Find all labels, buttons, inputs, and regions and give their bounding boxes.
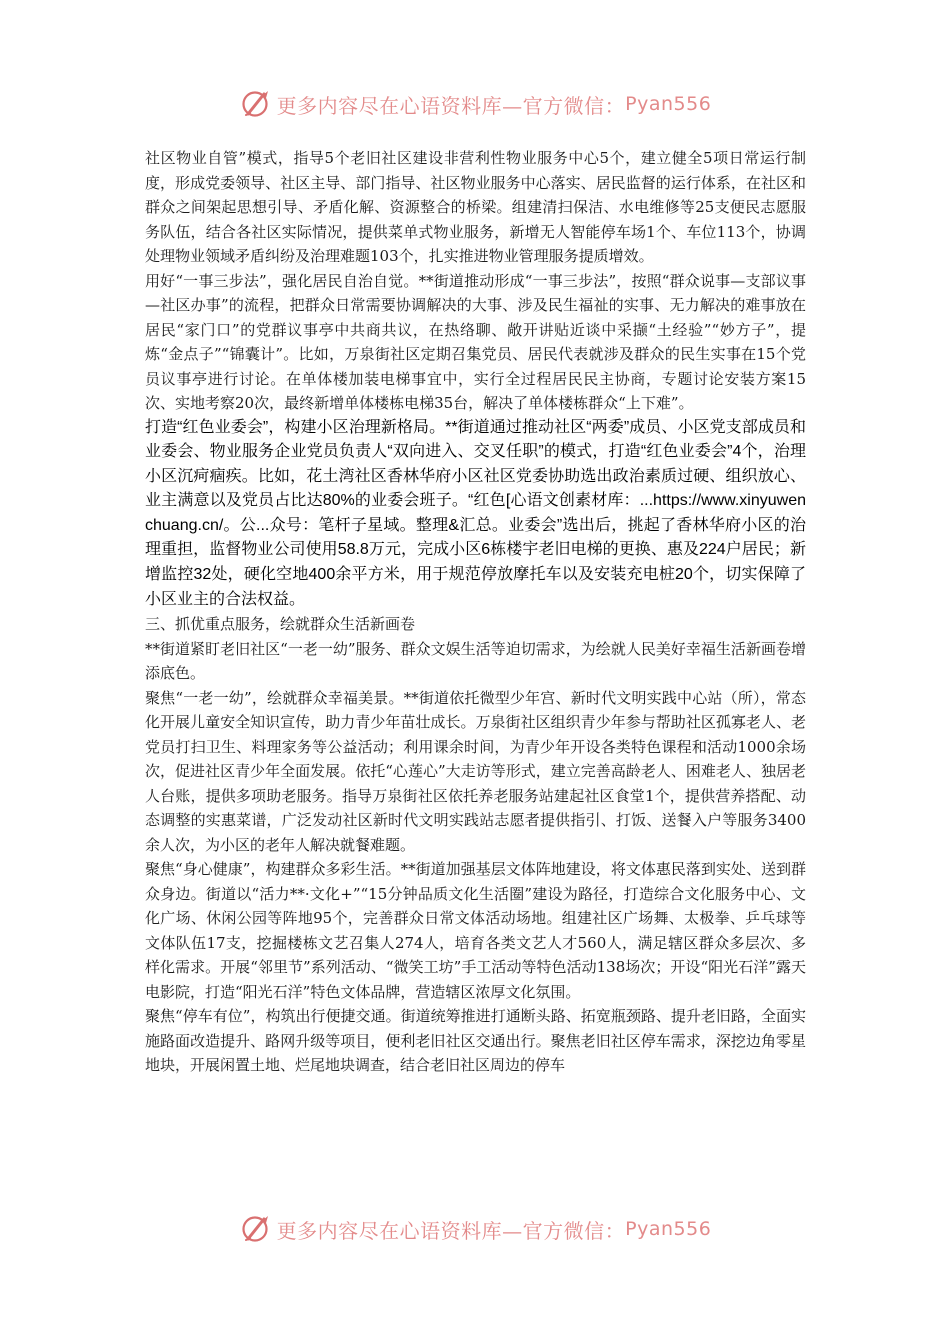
paragraph-elderly-and-youth: 聚焦“一老一幼”，绘就群众幸福美景。**街道依托微型少年宫、新时代文明实践中心站（所），常态化开展儿童安全知识宣传，助力青少年苗壮成长。万泉街社区组织青少年参与帮助社区孤寡老人、老党员打扫卫生、料理家务等公益活动；利用课余时间，为青少年开设各类特色课程和活动1000余场次，促进社区青少年全面发展。依托“心莲心”大走访等形式，建立完善高龄老人、困难老人、独居老人台账，提供多项助老服务。指导万泉街社区依托养老服务站建起社区食堂1个，提供营养搭配、动态调整的实惠菜谱，广泛发动社区新时代文明实践站志愿者提供指引、打饭、送餐入户等服务3400余人次，为小区的老年人解决就餐难题。 bbox=[145, 688, 806, 854]
pen-logo-icon bbox=[239, 87, 273, 121]
paragraph-property-management: 社区物业自管”模式，指导5个老旧社区建设非营利性物业服务中心5个，建立健全5项日常运行制度，形成党委领导、社区主导、部门指导、社区物业服务中心落实、居民监督的运行体系，在社区和群众之间架起思想引导、矛盾化解、资源整合的桥梁。组建清扫保洁、水电维修等25支便民志愿服务队伍，结合各社区实际情况，提供菜单式物业服务，新增无人智能停车场1个、车位113个，协调处理物业领域矛盾纠纷及治理难题103个，扎实推进物业管理服务提质增效。 bbox=[145, 149, 806, 265]
watermark-text: 更多内容尽在心语资料库—官方微信： bbox=[276, 1218, 626, 1243]
paragraph-physical-mental-health: 聚焦“身心健康”，构建群众多彩生活。**街道加强基层文体阵地建设，将文体惠民落到实处、送到群众身边。街道以“活力**·文化+”“15分钟品质文化生活圈”建设为路径，打造综合文化服务中心、文化广场、休闲公园等阵地95个，完善群众日常文体活动场地。组建社区广场舞、太极拳、乒乓球等文体队伍17支，挖掘楼栋文艺召集人274人，培育各类文艺人才560人，满足辖区群众多层次、多样化需求。开展“邻里节”系列活动、“微笑工坊”手工活动等特色活动138场次；开设“阳光石洋”露天电影院，打造“阳光石洋”特色文体品牌，营造辖区浓厚文化氛围。 bbox=[145, 860, 806, 1001]
wechat-id: Pyan556 bbox=[625, 93, 712, 115]
section-heading-key-services: 三、抓优重点服务，绘就群众生活新画卷 bbox=[145, 615, 416, 634]
document-body bbox=[145, 146, 806, 1078]
watermark-text: 更多内容尽在心语资料库—官方微信： bbox=[276, 93, 626, 118]
wechat-id: Pyan556 bbox=[625, 1218, 712, 1240]
pen-logo-icon bbox=[239, 1212, 273, 1246]
footer-watermark-banner bbox=[0, 1209, 950, 1249]
paragraph-one-matter-three-steps: 用好“一事三步法”，强化居民自治自觉。**街道推动形成“一事三步法”，按照“群众说事—支部议事—社区办事”的流程，把群众日常需要协调解决的大事、涉及民生福祉的实事、无力解决的难事放在居民“家门口”的党群议事亭中共商共议，在热络聊、敞开讲贴近谈中采撷“土经验”“妙方子”，提炼“金点子”“锦囊计”。比如，万泉街社区定期召集党员、居民代表就涉及群众的民生实事在15个党员议事亭进行讨论。在单体楼加装电梯事宜中，实行全过程居民民主协商，专题讨论安装方案15次、实地考察20次，最终新增单体楼栋电梯35台，解决了单体楼栋群众“上下难”。 bbox=[145, 271, 806, 412]
header-watermark-banner bbox=[0, 84, 950, 124]
paragraph-parking: 聚焦“停车有位”，构筑出行便捷交通。街道统筹推进打通断头路、拓宽瓶颈路、提升老旧路，全面实施路面改造提升、路网升级等项目，便利老旧社区交通出行。聚焦老旧社区停车需求，深挖边角零星地块，开展闲置土地、烂尾地块调查，结合老旧社区周边的停车 bbox=[145, 1007, 806, 1075]
paragraph-red-owners-committee: 打造“红色业委会”，构建小区治理新格局。**街道通过推动社区“两委”成员、小区党支部成员和业委会、物业服务企业党员负责人“双向进入、交叉任职”的模式，打造“红色业委会”4个，治理小区沉疴痼疾。比如，花土湾社区香林华府小区社区党委协助选出政治素质过硬、组织放心、业主满意以及党员占比达80%的业委会班子。“红色[心语文创素材库：...https://www.xinyuwenchuang.cn/。公...众号：笔杆子星域。整理&汇总。业委会”选出后，挑起了香林华府小区的治理重担，监督物业公司使用58.8万元，完成小区6栋楼宇老旧电梯的更换、惠及224户居民；新增监控32处，硬化空地400余平方米，用于规范停放摩托车以及安装充电桩20个，切实保障了小区业主的合法权益。 bbox=[145, 418, 806, 608]
paragraph-section-intro: **街道紧盯老旧社区“一老一幼”服务、群众文娱生活等迫切需求，为绘就人民美好幸福生活新画卷增添底色。 bbox=[145, 639, 806, 683]
